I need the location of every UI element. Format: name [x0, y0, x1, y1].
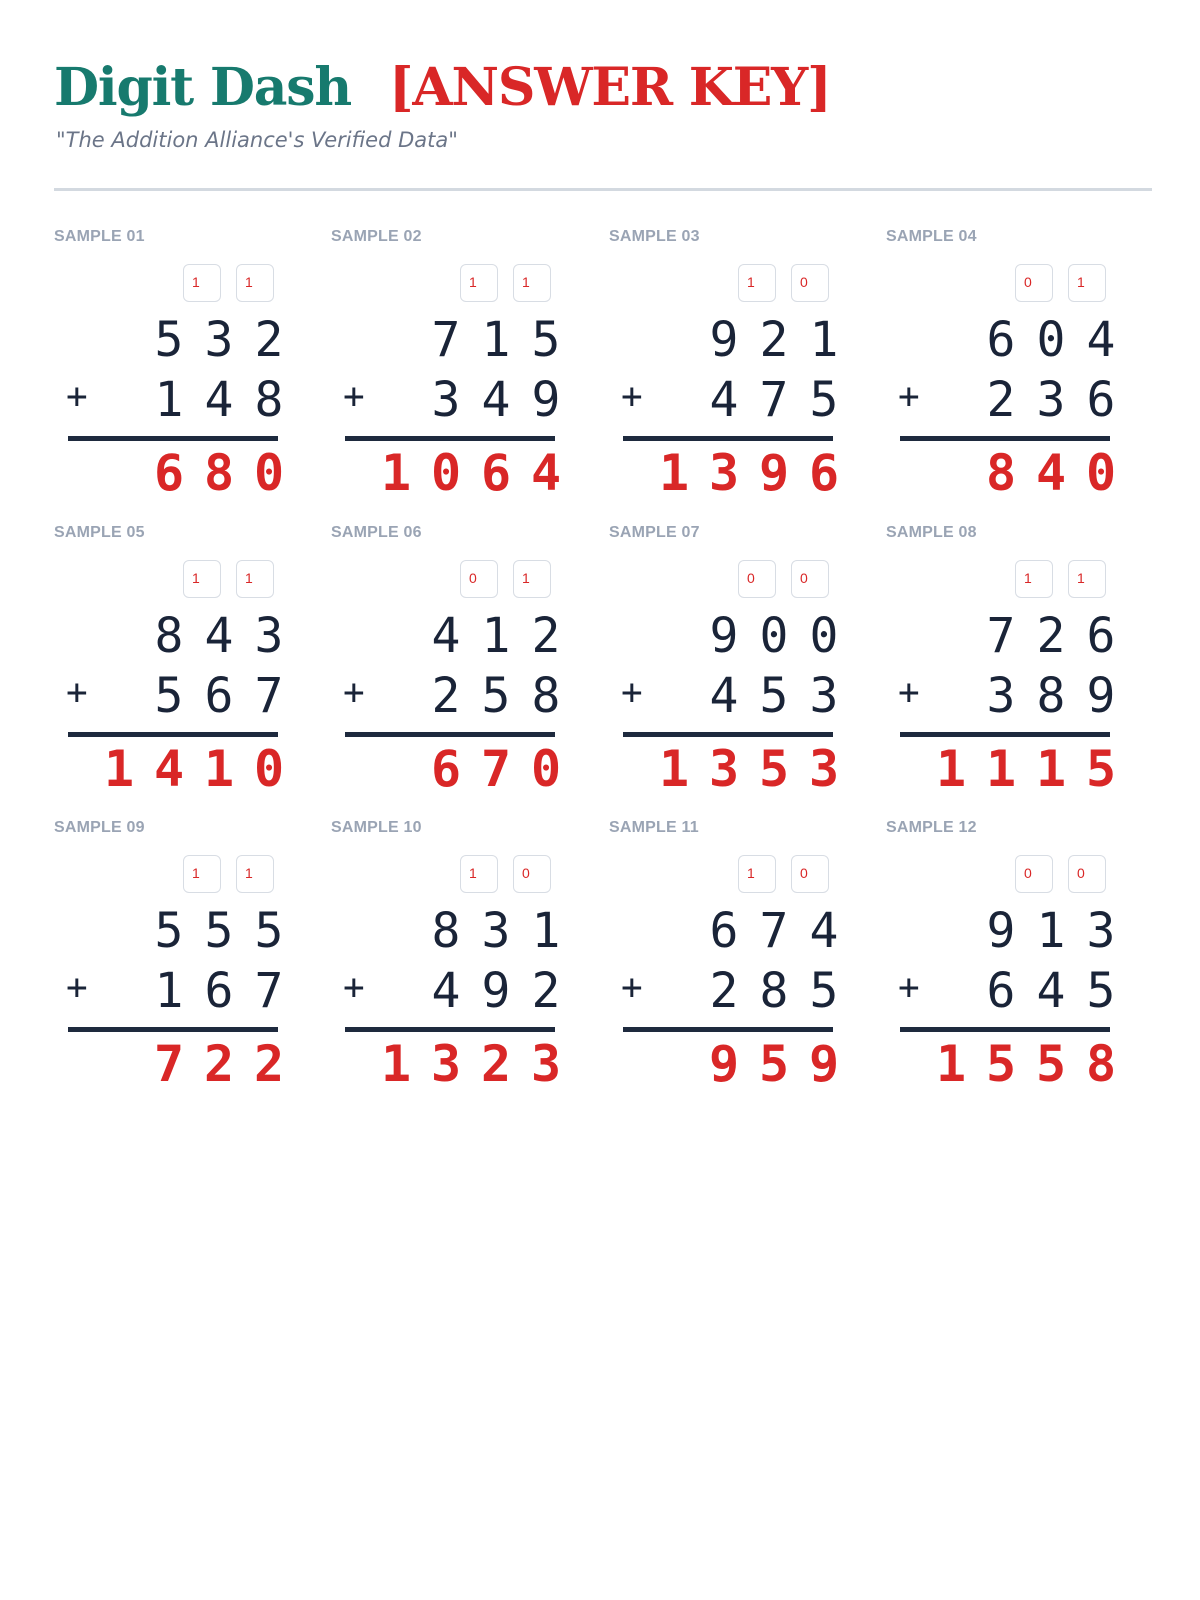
- digit: 4: [1035, 444, 1067, 502]
- digit: 3: [1036, 372, 1066, 428]
- digit: 8: [431, 903, 461, 959]
- addend-top-digits: [144, 312, 294, 368]
- sample-label: SAMPLE 12: [886, 819, 977, 836]
- digit: 2: [1036, 608, 1066, 664]
- digit: 0: [530, 740, 562, 798]
- plus-sign: +: [621, 967, 643, 1008]
- carry-box[interactable]: 0: [738, 560, 776, 598]
- addend-top: [609, 903, 849, 961]
- digit: 0: [759, 608, 789, 664]
- plus-sign: +: [621, 672, 643, 713]
- digit: 4: [204, 608, 234, 664]
- digit: 5: [1035, 1035, 1067, 1093]
- digit: 2: [480, 1035, 512, 1093]
- addend-bottom-digits: [421, 372, 571, 428]
- digit: 1: [203, 740, 235, 798]
- carry-box[interactable]: 0: [791, 264, 829, 302]
- digit: 5: [204, 903, 234, 959]
- sum-line: [68, 732, 278, 737]
- answer-sum: [976, 444, 1126, 502]
- carry-box[interactable]: 0: [791, 560, 829, 598]
- digit: 1: [154, 372, 184, 428]
- addend-bottom: [331, 963, 571, 1021]
- sample-label: SAMPLE 08: [886, 524, 977, 541]
- digit: 1: [658, 740, 690, 798]
- sum-line: [623, 1027, 833, 1032]
- sample-label: SAMPLE 11: [609, 819, 699, 836]
- digit: 8: [985, 444, 1017, 502]
- digit: 4: [1036, 963, 1066, 1019]
- carry-box[interactable]: 1: [236, 264, 274, 302]
- sample-label: SAMPLE 04: [886, 228, 977, 245]
- digit: 7: [153, 1035, 185, 1093]
- carry-box[interactable]: 1: [513, 560, 551, 598]
- sum-line: [345, 732, 555, 737]
- digit: 3: [481, 903, 511, 959]
- sum-line: [900, 1027, 1110, 1032]
- answer-sum: [699, 1035, 849, 1093]
- addend-top: [609, 312, 849, 370]
- digit: 5: [154, 312, 184, 368]
- sample-card: [886, 228, 1126, 518]
- plus-sign: +: [66, 376, 88, 417]
- addend-top-digits: [976, 903, 1126, 959]
- sum-line: [68, 436, 278, 441]
- carry-box[interactable]: 1: [183, 855, 221, 893]
- plus-sign: +: [621, 376, 643, 417]
- sample-card: [331, 228, 571, 518]
- digit: 3: [986, 668, 1016, 724]
- digit: 9: [808, 1035, 840, 1093]
- digit: 1: [481, 608, 511, 664]
- sample-label: SAMPLE 09: [54, 819, 145, 836]
- addend-top-digits: [144, 903, 294, 959]
- addend-top-digits: [976, 312, 1126, 368]
- addend-top-digits: [144, 608, 294, 664]
- carry-box[interactable]: 1: [738, 855, 776, 893]
- digit: 6: [808, 444, 840, 502]
- addend-top: [886, 903, 1126, 961]
- carry-box[interactable]: 1: [460, 855, 498, 893]
- plus-sign: +: [898, 967, 920, 1008]
- digit: 2: [531, 963, 561, 1019]
- plus-sign: +: [898, 376, 920, 417]
- digit: 2: [253, 1035, 285, 1093]
- addend-bottom: [54, 668, 294, 726]
- plus-sign: +: [343, 967, 365, 1008]
- carry-box[interactable]: 1: [460, 264, 498, 302]
- carry-box[interactable]: 1: [1015, 560, 1053, 598]
- digit: 1: [154, 963, 184, 1019]
- carry-box[interactable]: 0: [1068, 855, 1106, 893]
- digit: 0: [809, 608, 839, 664]
- digit: 8: [203, 444, 235, 502]
- sample-label: SAMPLE 06: [331, 524, 422, 541]
- digit: 1: [935, 740, 967, 798]
- plus-sign: +: [898, 672, 920, 713]
- addend-bottom: [886, 372, 1126, 430]
- digit: 7: [759, 903, 789, 959]
- addend-top-digits: [976, 608, 1126, 664]
- addend-bottom: [609, 372, 849, 430]
- digit: 6: [1086, 608, 1116, 664]
- digit: 4: [204, 372, 234, 428]
- carry-box[interactable]: 1: [738, 264, 776, 302]
- digit: 9: [709, 608, 739, 664]
- sample-label: SAMPLE 05: [54, 524, 145, 541]
- digit: 3: [530, 1035, 562, 1093]
- sum-line: [900, 436, 1110, 441]
- digit: 9: [758, 444, 790, 502]
- sample-label: SAMPLE 01: [54, 228, 145, 245]
- digit: 1: [481, 312, 511, 368]
- addend-top: [54, 608, 294, 666]
- header: [54, 52, 1152, 172]
- answer-key-label: [ANSWER KEY]: [388, 57, 831, 118]
- addend-top: [609, 608, 849, 666]
- digit: 1: [1035, 740, 1067, 798]
- sample-card: [609, 228, 849, 518]
- sample-card: [609, 524, 849, 814]
- plus-sign: +: [343, 376, 365, 417]
- digit: 2: [203, 1035, 235, 1093]
- addend-bottom-digits: [699, 963, 849, 1019]
- digit: 8: [1036, 668, 1066, 724]
- sample-label: SAMPLE 03: [609, 228, 700, 245]
- digit: 2: [759, 312, 789, 368]
- digit: 5: [759, 668, 789, 724]
- sample-label: SAMPLE 10: [331, 819, 422, 836]
- digit: 2: [531, 608, 561, 664]
- digit: 3: [431, 372, 461, 428]
- digit: 6: [204, 963, 234, 1019]
- sample-card: [886, 819, 1126, 1109]
- digit: 5: [254, 903, 284, 959]
- addend-top-digits: [699, 608, 849, 664]
- digit: 4: [709, 668, 739, 724]
- page-title: [54, 52, 831, 124]
- digit: 6: [1086, 372, 1116, 428]
- digit: 7: [431, 312, 461, 368]
- digit: 6: [480, 444, 512, 502]
- addend-bottom-digits: [976, 963, 1126, 1019]
- digit: 5: [154, 668, 184, 724]
- sample-label: SAMPLE 02: [331, 228, 422, 245]
- sample-card: [54, 228, 294, 518]
- addend-bottom: [331, 372, 571, 430]
- digit: 4: [530, 444, 562, 502]
- answer-sum: [926, 1035, 1126, 1093]
- digit: 1: [380, 444, 412, 502]
- answer-sum: [421, 740, 571, 798]
- subtitle: "The Addition Alliance's Verified Data": [56, 128, 458, 152]
- digit: 5: [531, 312, 561, 368]
- sample-card: [886, 524, 1126, 814]
- carry-box[interactable]: 1: [183, 560, 221, 598]
- digit: 3: [1086, 903, 1116, 959]
- sum-line: [68, 1027, 278, 1032]
- addend-bottom: [54, 372, 294, 430]
- plus-sign: +: [343, 672, 365, 713]
- digit: 9: [531, 372, 561, 428]
- digit: 0: [1036, 312, 1066, 368]
- carry-box[interactable]: 1: [183, 264, 221, 302]
- sample-card: [54, 819, 294, 1109]
- addend-top-digits: [699, 312, 849, 368]
- digit: 2: [709, 963, 739, 1019]
- digit: 9: [986, 903, 1016, 959]
- digit: 0: [430, 444, 462, 502]
- addend-top-digits: [421, 903, 571, 959]
- addend-top: [331, 608, 571, 666]
- plus-sign: +: [66, 672, 88, 713]
- addend-bottom-digits: [699, 668, 849, 724]
- digit: 4: [153, 740, 185, 798]
- addend-bottom: [609, 963, 849, 1021]
- digit: 6: [986, 312, 1016, 368]
- addend-bottom-digits: [421, 963, 571, 1019]
- digit: 1: [809, 312, 839, 368]
- digit: 6: [709, 903, 739, 959]
- header-divider: [54, 188, 1152, 191]
- digit: 1: [658, 444, 690, 502]
- digit: 7: [254, 963, 284, 1019]
- addend-bottom: [331, 668, 571, 726]
- sample-label: SAMPLE 07: [609, 524, 700, 541]
- carry-box[interactable]: 0: [513, 855, 551, 893]
- digit: 7: [254, 668, 284, 724]
- digit: 6: [986, 963, 1016, 1019]
- digit: 6: [430, 740, 462, 798]
- digit: 7: [480, 740, 512, 798]
- sum-line: [623, 732, 833, 737]
- carry-box[interactable]: 1: [236, 855, 274, 893]
- digit: 5: [809, 963, 839, 1019]
- digit: 5: [809, 372, 839, 428]
- digit: 8: [254, 372, 284, 428]
- digit: 3: [808, 740, 840, 798]
- digit: 9: [481, 963, 511, 1019]
- digit: 1: [1036, 903, 1066, 959]
- sample-card: [331, 819, 571, 1109]
- digit: 1: [531, 903, 561, 959]
- addend-bottom-digits: [144, 372, 294, 428]
- digit: 5: [1086, 963, 1116, 1019]
- digit: 4: [709, 372, 739, 428]
- addend-bottom-digits: [144, 668, 294, 724]
- carry-box[interactable]: 0: [460, 560, 498, 598]
- addend-bottom-digits: [699, 372, 849, 428]
- digit: 4: [431, 608, 461, 664]
- digit: 4: [431, 963, 461, 1019]
- digit: 8: [531, 668, 561, 724]
- addend-bottom: [54, 963, 294, 1021]
- carry-box[interactable]: 1: [236, 560, 274, 598]
- digit: 3: [809, 668, 839, 724]
- digit: 6: [204, 668, 234, 724]
- carry-box[interactable]: 1: [1068, 560, 1106, 598]
- addend-top-digits: [699, 903, 849, 959]
- answer-sum: [94, 740, 294, 798]
- carry-box[interactable]: 1: [513, 264, 551, 302]
- digit: 4: [1086, 312, 1116, 368]
- digit: 5: [758, 740, 790, 798]
- addend-top-digits: [421, 608, 571, 664]
- sample-card: [609, 819, 849, 1109]
- digit: 3: [708, 444, 740, 502]
- digit: 7: [986, 608, 1016, 664]
- sum-line: [345, 436, 555, 441]
- addend-top: [54, 312, 294, 370]
- digit: 2: [431, 668, 461, 724]
- addend-top: [331, 312, 571, 370]
- addend-top: [886, 312, 1126, 370]
- addend-top: [886, 608, 1126, 666]
- digit: 3: [204, 312, 234, 368]
- carry-box[interactable]: 0: [1015, 855, 1053, 893]
- addend-top: [54, 903, 294, 961]
- sample-card: [331, 524, 571, 814]
- digit: 1: [380, 1035, 412, 1093]
- digit: 8: [1085, 1035, 1117, 1093]
- answer-sum: [371, 1035, 571, 1093]
- digit: 3: [708, 740, 740, 798]
- addend-bottom: [886, 963, 1126, 1021]
- addend-bottom-digits: [976, 668, 1126, 724]
- addend-top: [331, 903, 571, 961]
- digit: 4: [481, 372, 511, 428]
- carry-box[interactable]: 1: [1068, 264, 1106, 302]
- answer-sum: [371, 444, 571, 502]
- digit: 8: [154, 608, 184, 664]
- digit: 1: [103, 740, 135, 798]
- digit: 8: [759, 963, 789, 1019]
- addend-bottom-digits: [976, 372, 1126, 428]
- digit: 2: [254, 312, 284, 368]
- digit: 0: [1085, 444, 1117, 502]
- title-text: Digit Dash: [54, 57, 351, 118]
- digit: 5: [481, 668, 511, 724]
- digit: 5: [985, 1035, 1017, 1093]
- carry-box[interactable]: 0: [1015, 264, 1053, 302]
- digit: 0: [253, 444, 285, 502]
- answer-sum: [144, 1035, 294, 1093]
- sum-line: [900, 732, 1110, 737]
- digit: 7: [759, 372, 789, 428]
- digit: 9: [1086, 668, 1116, 724]
- plus-sign: +: [66, 967, 88, 1008]
- digit: 5: [154, 903, 184, 959]
- addend-bottom-digits: [144, 963, 294, 1019]
- digit: 2: [986, 372, 1016, 428]
- answer-sum: [144, 444, 294, 502]
- sum-line: [623, 436, 833, 441]
- digit: 9: [709, 312, 739, 368]
- digit: 5: [758, 1035, 790, 1093]
- addend-bottom: [609, 668, 849, 726]
- digit: 1: [935, 1035, 967, 1093]
- addend-top-digits: [421, 312, 571, 368]
- digit: 0: [253, 740, 285, 798]
- sample-card: [54, 524, 294, 814]
- addend-bottom-digits: [421, 668, 571, 724]
- digit: 6: [153, 444, 185, 502]
- answer-sum: [649, 444, 849, 502]
- carry-box[interactable]: 0: [791, 855, 829, 893]
- digit: 5: [1085, 740, 1117, 798]
- digit: 3: [254, 608, 284, 664]
- digit: 4: [809, 903, 839, 959]
- digit: 3: [430, 1035, 462, 1093]
- addend-bottom: [886, 668, 1126, 726]
- answer-sum: [926, 740, 1126, 798]
- answer-sum: [649, 740, 849, 798]
- digit: 1: [985, 740, 1017, 798]
- digit: 9: [708, 1035, 740, 1093]
- sum-line: [345, 1027, 555, 1032]
